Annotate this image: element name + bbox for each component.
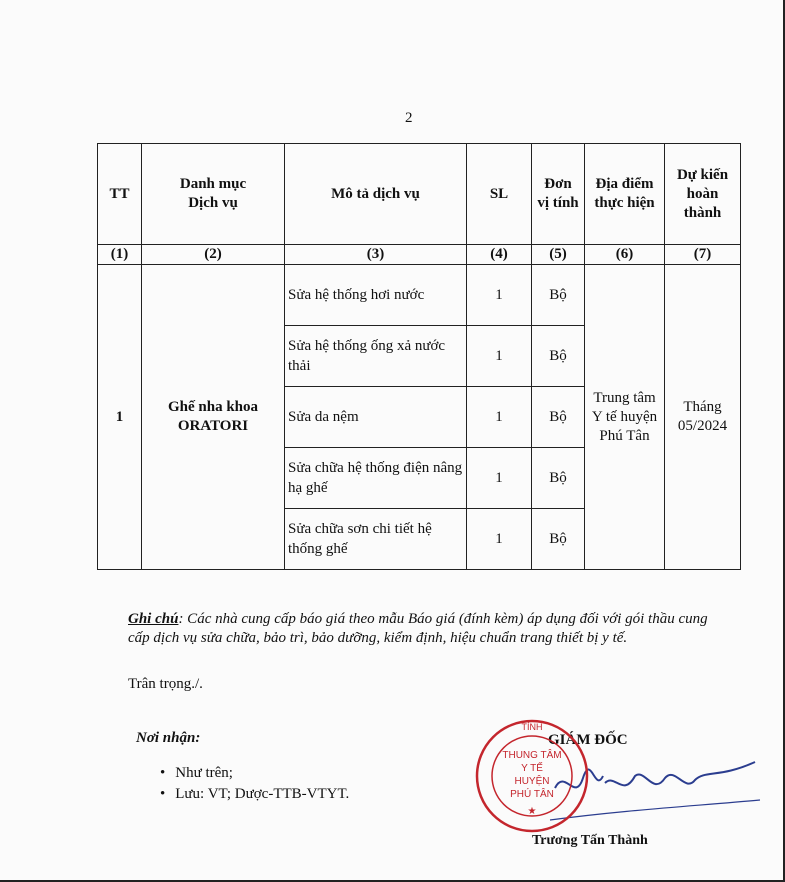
service-description: Sửa chữa hệ thống điện nâng hạ ghế xyxy=(285,448,467,509)
row-category-line1: Ghế nha khoa xyxy=(167,399,259,415)
note-label: Ghi chú xyxy=(128,611,179,627)
row-location-line2: Y tế huyện xyxy=(591,408,658,425)
row-location-line1: Trung tâm xyxy=(593,389,656,406)
service-description: Sửa chữa sơn chi tiết hệ thống ghế xyxy=(285,509,467,570)
services-table xyxy=(97,143,741,570)
note-text: : Các nhà cung cấp báo giá theo mẫu Báo giá (đính kèm) áp dụng đối với gói thầu cung cấp dịch vụ sửa chữa, bảo trì, bảo dưỡng, kiểm định, hiệu chuẩn trang thiết bị y tế. xyxy=(128,611,708,646)
stamp-line2: Y TẾ xyxy=(521,763,543,774)
list-item: • Lưu: VT; Dược-TTB-VTYT. xyxy=(160,784,349,805)
header-quantity: SL xyxy=(467,144,532,245)
service-unit: Bộ xyxy=(532,387,585,448)
closing-regards: Trân trọng./. xyxy=(128,676,203,692)
stamp-line4: PHÚ TÂN xyxy=(510,789,554,800)
stamp-ring-text: TỈNH xyxy=(521,722,543,732)
director-title: GIÁM ĐỐC xyxy=(548,732,628,748)
service-unit: Bộ xyxy=(532,265,585,326)
service-quantity: 1 xyxy=(467,326,532,387)
service-description: Sửa da nệm xyxy=(285,387,467,448)
header-category xyxy=(142,144,285,245)
service-quantity: 1 xyxy=(467,265,532,326)
row-category xyxy=(142,265,285,570)
column-number: (2) xyxy=(142,245,285,265)
service-unit: Bộ xyxy=(532,448,585,509)
header-location-line2: thực hiện xyxy=(594,195,655,211)
page-number: 2 xyxy=(405,110,413,126)
column-number-row xyxy=(98,245,741,265)
recipients-list xyxy=(160,763,349,805)
table-row xyxy=(98,265,741,326)
header-location-line1: Địa điểm xyxy=(595,176,654,192)
column-number: (7) xyxy=(665,245,741,265)
header-unit-line1: Đơn xyxy=(544,176,572,192)
header-due-line2: hoàn xyxy=(686,185,719,202)
stamp-star-icon: ★ xyxy=(527,806,537,817)
service-unit: Bộ xyxy=(532,509,585,570)
service-unit: Bộ xyxy=(532,326,585,387)
stamp-line1: THUNG TÂM xyxy=(502,750,562,761)
signer-name: Trương Tấn Thành xyxy=(532,833,648,848)
row-tt: 1 xyxy=(98,265,142,570)
header-due-line1: Dự kiến xyxy=(676,166,729,183)
column-number: (3) xyxy=(285,245,467,265)
service-quantity: 1 xyxy=(467,509,532,570)
row-location-line3: Phú Tân xyxy=(599,427,650,444)
column-number: (4) xyxy=(467,245,532,265)
table-header-row xyxy=(98,144,741,245)
note-paragraph xyxy=(128,610,728,648)
header-unit-line2: vị tính xyxy=(537,195,579,211)
column-number: (1) xyxy=(98,245,142,265)
official-stamp xyxy=(470,718,594,834)
row-due-line2: 05/2024 xyxy=(677,418,728,434)
row-category-line2: ORATORI xyxy=(177,418,249,434)
header-location xyxy=(585,144,665,245)
service-description: Sửa hệ thống hơi nước xyxy=(285,265,467,326)
row-due-line1: Tháng xyxy=(683,399,722,415)
header-due-line3: thành xyxy=(683,204,722,221)
stamp-line3: HUYỆN xyxy=(514,776,550,787)
service-description: Sửa hệ thống ống xả nước thải xyxy=(285,326,467,387)
service-quantity: 1 xyxy=(467,387,532,448)
list-item: • Như trên; xyxy=(160,763,349,784)
row-due xyxy=(665,265,741,570)
header-description: Mô tả dịch vụ xyxy=(285,144,467,245)
column-number: (5) xyxy=(532,245,585,265)
header-due xyxy=(665,144,741,245)
header-category-line2: Dịch vụ xyxy=(188,195,238,211)
header-tt: TT xyxy=(98,144,142,245)
service-quantity: 1 xyxy=(467,448,532,509)
column-number: (6) xyxy=(585,245,665,265)
header-unit xyxy=(532,144,585,245)
header-category-line1: Danh mục xyxy=(179,176,247,192)
recipients-title: Nơi nhận: xyxy=(136,730,201,746)
row-location xyxy=(585,265,665,570)
